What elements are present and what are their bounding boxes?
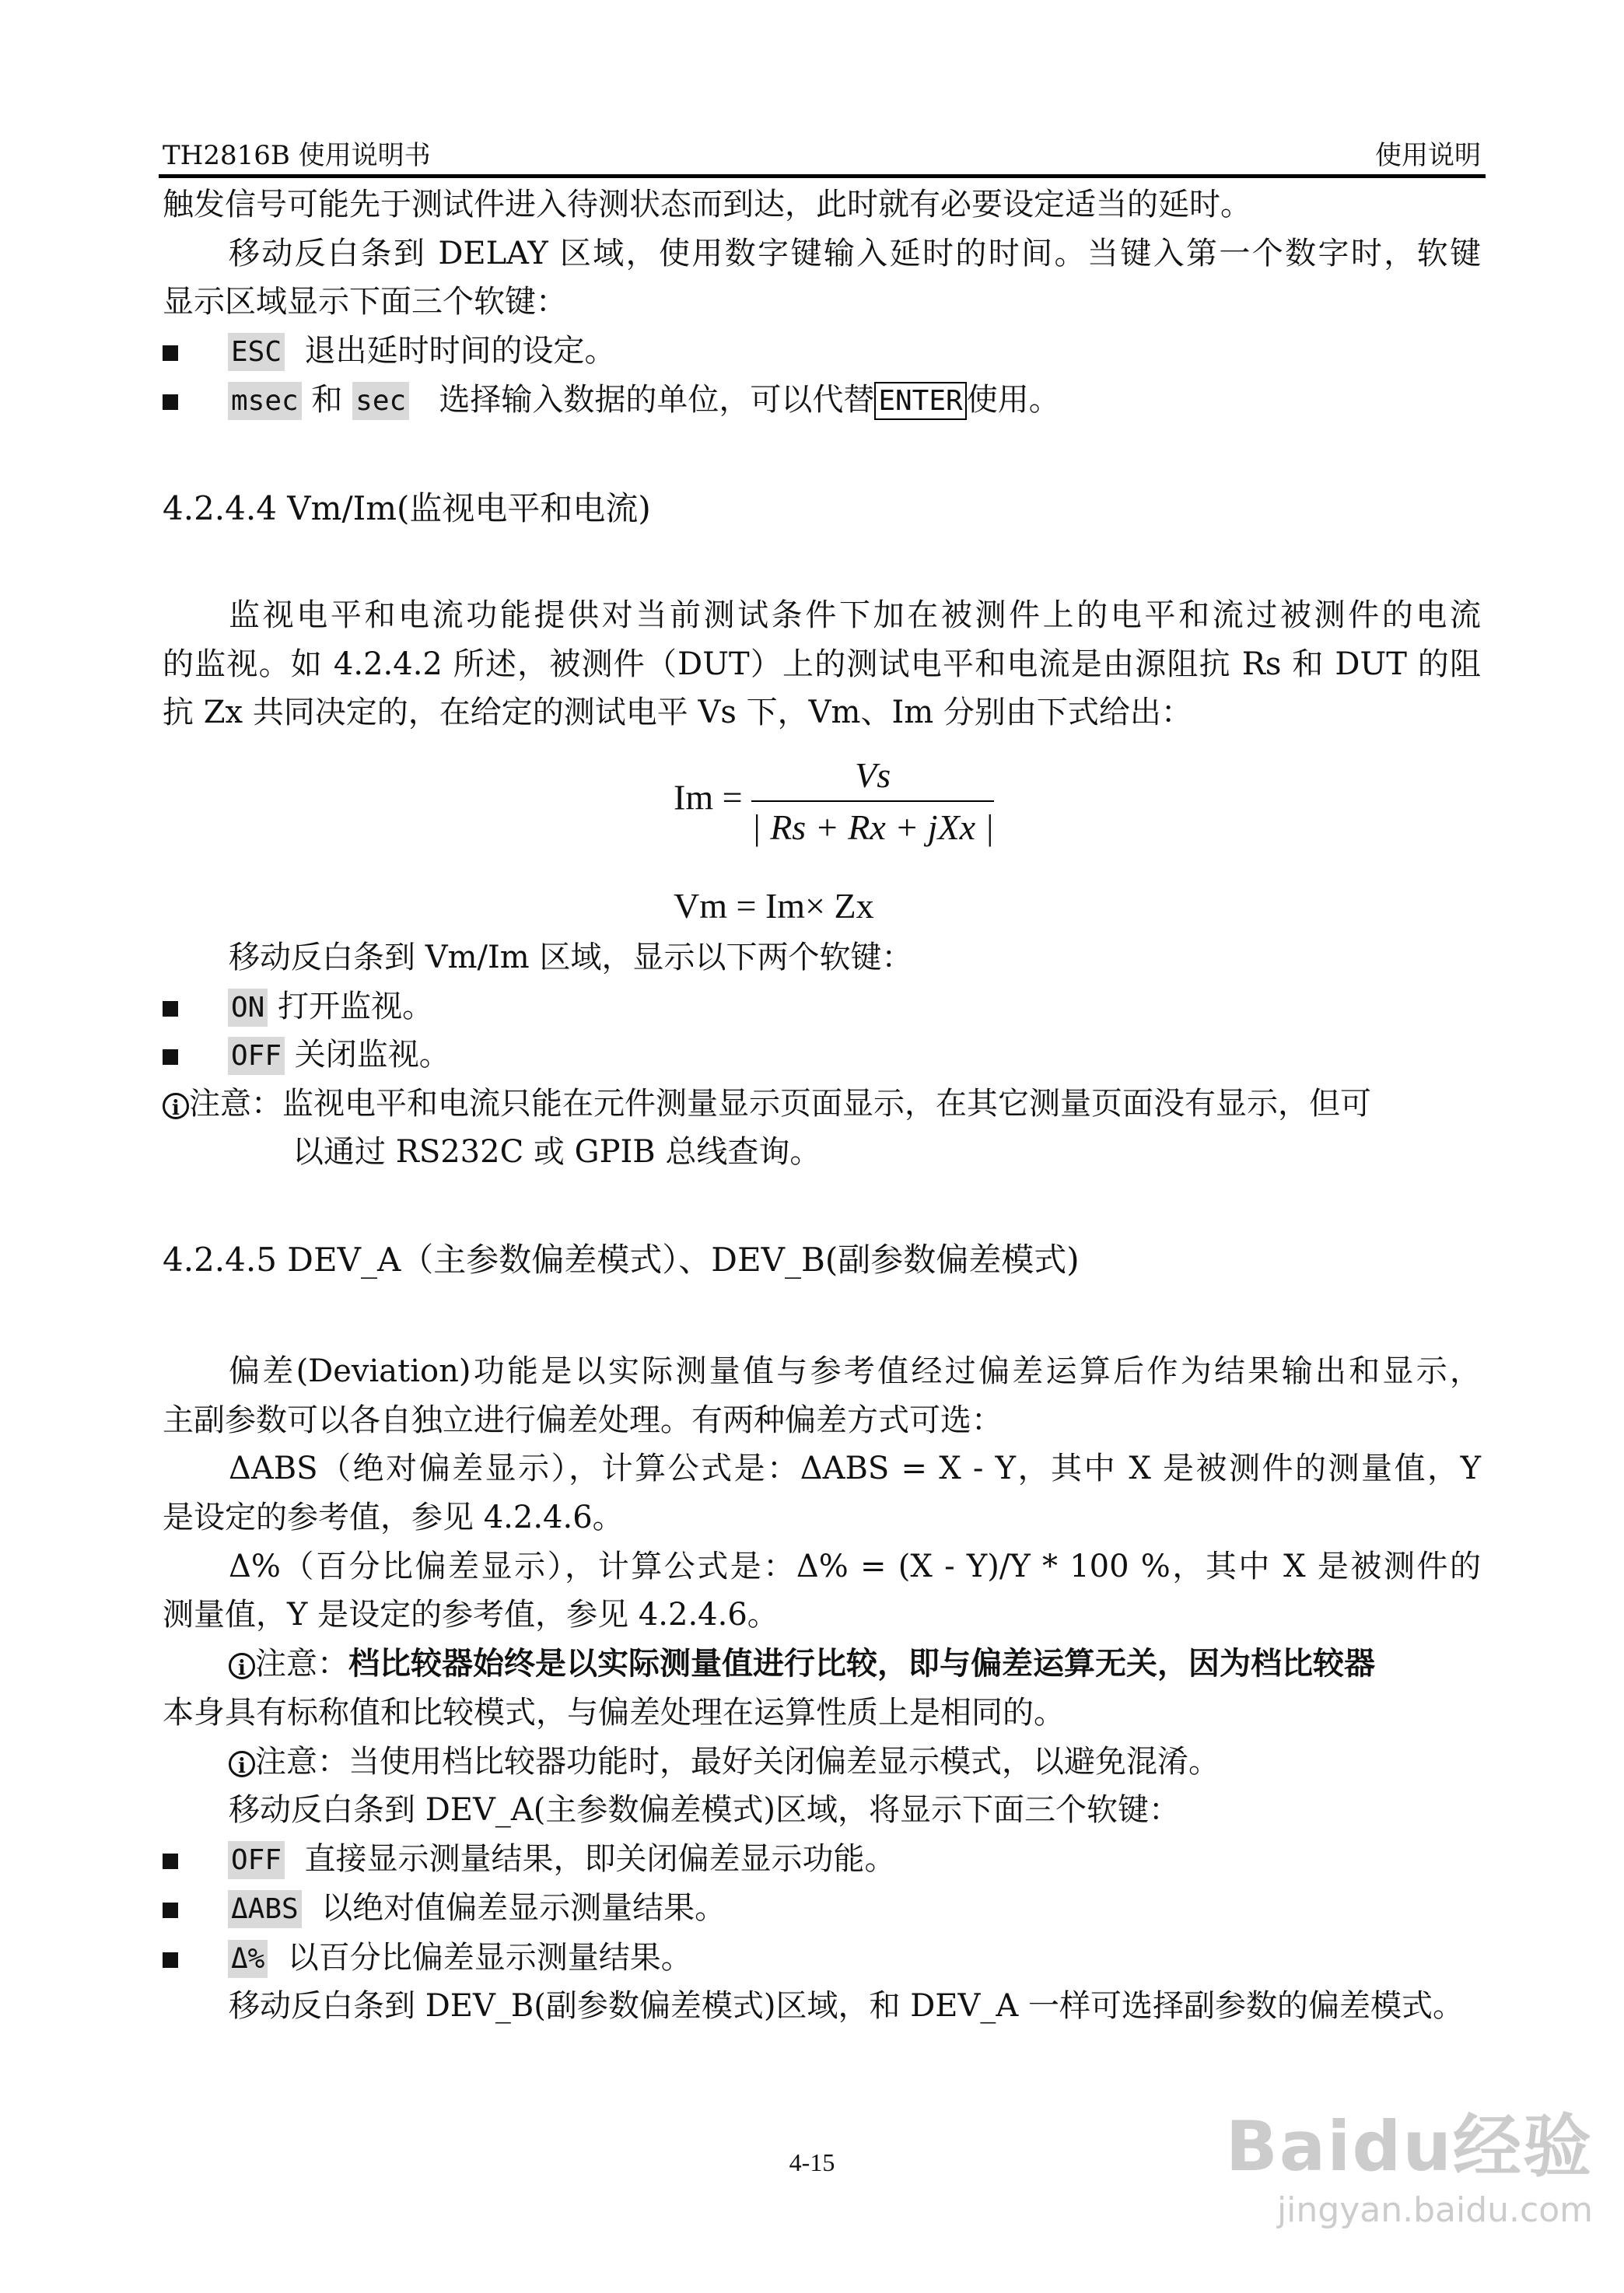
- bullet-icon: [163, 1049, 178, 1065]
- bullet-abs: [163, 1888, 1481, 1930]
- softkey-delta-abs: ΔABS: [228, 1890, 302, 1928]
- paragraph-line: ΔABS（绝对偏差显示），计算公式是：ΔABS = X - Y，其中 X 是被测件的测量值，Y: [229, 1451, 1481, 1486]
- softkey-delta-percent: Δ%: [228, 1940, 268, 1978]
- bullet-text: 选择输入数据的单位，可以代替: [439, 382, 875, 418]
- text: 使用。: [966, 382, 1060, 418]
- paragraph-line: 是设定的参考值，参见 4.2.4.6。: [163, 1500, 624, 1535]
- paragraph-line: 监视电平和电流功能提供对当前测试条件下加在被测件上的电平和流过被测件的电流: [229, 597, 1481, 633]
- formula-vm: Vm = Im× Zx: [674, 886, 874, 926]
- softkey-off: OFF: [228, 1037, 285, 1075]
- enter-key: ENTER: [874, 382, 966, 420]
- bullet-icon: [163, 1952, 178, 1968]
- note-text: 档比较器始终是以实际测量值进行比较，即与偏差运算无关，因为档比较器: [348, 1645, 1375, 1682]
- fraction: [751, 754, 994, 848]
- bullet-esc: [163, 331, 1481, 373]
- header-section: 使用说明: [1375, 140, 1481, 171]
- page-number: 4-15: [789, 2148, 835, 2176]
- paragraph-line: 移动反白条到 Vm/Im 区域，显示以下两个软键：: [229, 940, 913, 975]
- paragraph-line: 显示区域显示下面三个软键：: [163, 284, 567, 320]
- note: [229, 1742, 1481, 1782]
- bullet-icon: [163, 1001, 178, 1017]
- note-text: 以通过 RS232C 或 GPIB 总线查询。: [292, 1134, 821, 1170]
- formula-im: [674, 754, 994, 848]
- paragraph-line: 移动反白条到 DEV_B(副参数偏差模式)区域，和 DEV_A 一样可选择副参数的偏差模式。: [229, 1988, 1464, 2024]
- paragraph-line: 偏差(Deviation)功能是以实际测量值与参考值经过偏差运算后作为结果输出和显示，: [229, 1353, 1481, 1389]
- bullet-text: 打开监视。: [278, 989, 434, 1024]
- note-label: 注意：: [255, 1646, 348, 1682]
- paragraph-line: 测量值，Y 是设定的参考值，参见 4.2.4.6。: [163, 1597, 779, 1633]
- watermark: [1226, 2092, 1593, 2230]
- note: [163, 1083, 1481, 1124]
- paragraph-line: Δ%（百分比偏差显示），计算公式是：Δ% = (X - Y)/Y * 100 %，其中 X 是被测件的: [229, 1549, 1481, 1584]
- bullet-text: 关闭监视。: [294, 1037, 450, 1073]
- watermark-logo: Baidu经验: [1225, 2106, 1593, 2186]
- paragraph-line: 移动反白条到 DEV_A(主参数偏差模式)区域，将显示下面三个软键：: [229, 1792, 1180, 1828]
- formula-lhs: Im =: [674, 777, 743, 817]
- bullet-percent: [163, 1938, 1481, 1980]
- note-text: 监视电平和电流只能在元件测量显示页面显示，在其它测量页面没有显示，但可: [282, 1086, 1371, 1122]
- bullet-units: [163, 380, 1481, 422]
- note-text: 本身具有标称值和比较模式，与偏差处理在运算性质上是相同的。: [163, 1695, 1065, 1731]
- bullet-icon: [163, 1903, 178, 1918]
- bullet-icon: [163, 394, 178, 410]
- note-text: 当使用档比较器功能时，最好关闭偏差显示模式，以避免混淆。: [348, 1744, 1220, 1780]
- softkey-off: OFF: [228, 1841, 285, 1879]
- bullet-text: 以绝对值偏差显示测量结果。: [321, 1890, 726, 1926]
- softkey-sec: sec: [352, 382, 409, 420]
- paragraph-line: 的监视。如 4.2.4.2 所述，被测件（DUT）上的测试电平和电流是由源阻抗 Rs 和 DUT 的阻: [163, 646, 1481, 682]
- text: 和: [311, 382, 343, 418]
- note-label: 注意：: [255, 1744, 348, 1780]
- numerator: Vs: [855, 755, 891, 795]
- bullet-on: [163, 986, 1481, 1028]
- section-heading: 4.2.4.4 Vm/Im(监视电平和电流): [163, 489, 651, 527]
- note: [229, 1644, 1481, 1684]
- section-heading: 4.2.4.5 DEV_A（主参数偏差模式）、DEV_B(副参数偏差模式): [163, 1241, 1080, 1279]
- bullet-icon: [163, 345, 178, 361]
- paragraph-line: 移动反白条到 DELAY 区域，使用数字键输入延时的时间。当键入第一个数字时，软键: [229, 236, 1481, 271]
- paragraph-line: 主副参数可以各自独立进行偏差处理。有两种偏差方式可选：: [163, 1402, 1003, 1438]
- bullet-text: 退出延时时间的设定。: [304, 333, 616, 369]
- bullet-off: [163, 1839, 1481, 1881]
- bullet-icon: [163, 1854, 178, 1869]
- denominator: | Rs + Rx + jXx |: [751, 807, 995, 847]
- bullet-off: [163, 1034, 1481, 1076]
- bullet-text: 直接显示测量结果，即关闭偏差显示功能。: [304, 1841, 896, 1877]
- softkey-on: ON: [228, 989, 268, 1027]
- header-title: TH2816B 使用说明书: [163, 140, 431, 171]
- info-icon: i: [229, 1653, 255, 1679]
- softkey-msec: msec: [228, 382, 302, 420]
- info-icon: i: [229, 1751, 255, 1777]
- note-label: 注意：: [189, 1086, 282, 1122]
- bullet-text: 以百分比偏差显示测量结果。: [287, 1940, 692, 1976]
- paragraph-line: 抗 Zx 共同决定的，在给定的测试电平 Vs 下，Vm、Im 分别由下式给出：: [163, 695, 1192, 730]
- softkey-esc: ESC: [228, 333, 285, 371]
- paragraph-line: 触发信号可能先于测试件进入待测状态而到达，此时就有必要设定适当的延时。: [163, 187, 1251, 222]
- watermark-url: jingyan.baidu.com: [1276, 2190, 1593, 2230]
- header-rule: [159, 174, 1486, 178]
- info-icon: i: [163, 1093, 189, 1119]
